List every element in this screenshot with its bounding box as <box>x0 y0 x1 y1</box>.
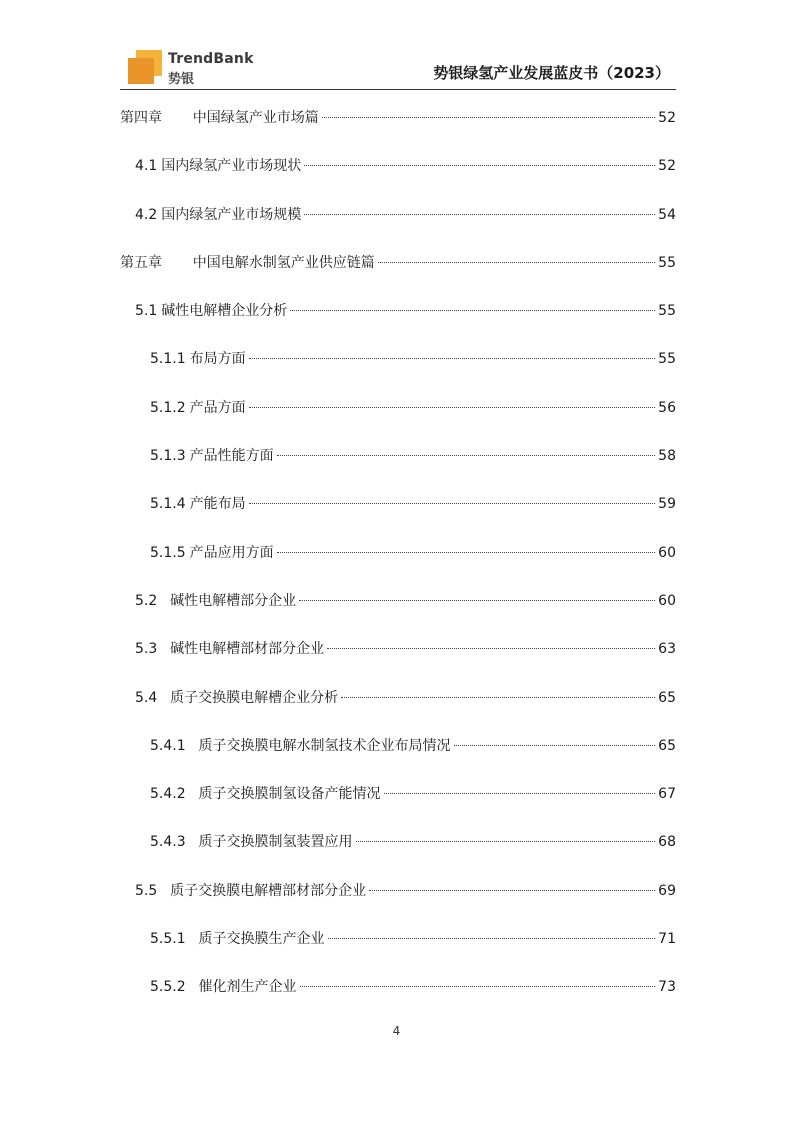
toc-entry-page: 69 <box>658 882 676 899</box>
toc-entry-title: 布局方面 <box>189 351 246 368</box>
toc-entry-title: 质子交换膜电解水制氢技术企业布局情况 <box>198 737 451 754</box>
toc-leader-dots <box>299 600 655 601</box>
toc-entry[interactable] <box>120 780 676 828</box>
toc-entry[interactable] <box>120 442 676 490</box>
toc-entry-page: 54 <box>658 206 676 223</box>
toc-leader-dots <box>369 890 655 891</box>
toc-entry-label <box>135 635 324 663</box>
toc-entry[interactable] <box>120 104 676 152</box>
toc-entry[interactable] <box>120 973 676 1021</box>
toc-leader-dots <box>384 793 656 794</box>
toc-entry-page: 55 <box>658 254 676 271</box>
toc-entry-number: 5.2 <box>135 592 158 609</box>
toc-leader-dots <box>249 503 656 504</box>
toc-entry-label <box>135 201 301 229</box>
toc-entry-title: 产品性能方面 <box>189 448 274 465</box>
toc-entry-label <box>135 297 287 325</box>
toc-leader-dots <box>356 841 656 842</box>
toc-entry-page: 71 <box>658 931 676 948</box>
toc-entry-title: 中国绿氢产业市场篇 <box>192 110 319 126</box>
toc-entry-label <box>135 684 338 712</box>
toc-entry-number: 5.1 <box>135 303 158 320</box>
toc-entry[interactable] <box>120 394 676 442</box>
toc-entry-label <box>150 539 274 567</box>
toc-entry[interactable] <box>120 201 676 249</box>
toc-leader-dots <box>304 214 655 215</box>
logo-text-cn: 势银 <box>168 72 195 87</box>
toc-entry-page: 52 <box>658 110 676 126</box>
toc-entry-page: 65 <box>658 737 676 754</box>
toc-entry-title: 质子交换膜制氢装置应用 <box>198 834 353 851</box>
toc-entry-label <box>150 925 325 953</box>
toc-entry-title: 产品应用方面 <box>189 544 274 561</box>
toc-entry[interactable] <box>120 925 676 973</box>
toc-leader-dots <box>378 262 655 263</box>
toc-entry-page: 67 <box>658 786 676 803</box>
toc-entry-number: 5.3 <box>135 641 158 658</box>
toc-entry-number: 5.1.5 <box>150 544 186 561</box>
toc-entry[interactable] <box>120 587 676 635</box>
toc-entry-label <box>120 249 375 277</box>
page-header <box>120 44 676 90</box>
toc-entry-number: 5.4.2 <box>150 786 186 803</box>
logo-text-en: TrendBank <box>168 51 254 67</box>
toc-leader-dots <box>341 697 655 698</box>
toc-entry-page: 65 <box>658 689 676 706</box>
toc-entry-number: 第五章 <box>120 254 162 271</box>
toc-leader-dots <box>328 938 656 939</box>
toc-entry-label <box>135 877 366 905</box>
toc-entry-label <box>150 442 274 470</box>
toc-entry-title: 中国电解水制氢产业供应链篇 <box>192 254 375 271</box>
toc-entry-page: 56 <box>658 399 676 416</box>
toc-leader-dots <box>304 165 655 166</box>
toc-entry-number: 5.1.1 <box>150 351 186 368</box>
toc-leader-dots <box>290 310 655 311</box>
toc-entry-label <box>150 973 297 1001</box>
toc-entry-title: 国内绿氢产业市场现状 <box>161 158 302 175</box>
toc-entry-label <box>150 732 451 760</box>
toc-entry-page: 63 <box>658 641 676 658</box>
page-number: 4 <box>392 1024 401 1038</box>
toc-entry-number: 5.4.3 <box>150 834 186 851</box>
toc-entry-page: 55 <box>658 303 676 320</box>
toc-entry-label <box>135 587 296 615</box>
toc-entry-label <box>150 490 246 518</box>
toc-entry-title: 质子交换膜电解槽企业分析 <box>170 689 339 706</box>
toc-leader-dots <box>300 986 656 987</box>
toc-entry-page: 60 <box>658 592 676 609</box>
toc-entry[interactable] <box>120 249 676 297</box>
toc-entry-label <box>150 828 353 856</box>
toc-leader-dots <box>327 648 655 649</box>
toc-entry-number: 5.4.1 <box>150 737 186 754</box>
toc-entry-page: 60 <box>658 544 676 561</box>
toc-entry-label <box>120 104 319 132</box>
trendbank-logo <box>128 50 258 86</box>
toc-entry-label <box>150 780 381 808</box>
toc-entry-page: 58 <box>658 448 676 465</box>
document-title: 势银绿氢产业发展蓝皮书（2023） <box>433 64 670 82</box>
toc-entry-page: 68 <box>658 834 676 851</box>
toc-entry[interactable] <box>120 345 676 393</box>
toc-entry-title: 催化剂生产企业 <box>198 979 297 996</box>
logo-mark-icon <box>128 50 162 84</box>
toc-entry-number: 5.1.2 <box>150 399 186 416</box>
toc-entry-number: 5.5.2 <box>150 979 186 996</box>
toc-entry[interactable] <box>120 635 676 683</box>
toc-leader-dots <box>454 745 656 746</box>
toc-entry-title: 国内绿氢产业市场规模 <box>161 206 302 223</box>
toc-entry[interactable] <box>120 684 676 732</box>
toc-entry[interactable] <box>120 828 676 876</box>
toc-entry-number: 5.5 <box>135 882 158 899</box>
toc-entry-title: 质子交换膜制氢设备产能情况 <box>198 786 381 803</box>
toc-entry-title: 碱性电解槽企业分析 <box>161 303 288 320</box>
toc-entry-label <box>150 394 246 422</box>
toc-entry-page: 73 <box>658 979 676 996</box>
toc-entry[interactable] <box>120 732 676 780</box>
toc-entry-number: 5.1.4 <box>150 496 186 513</box>
toc-entry-title: 产能布局 <box>189 496 246 513</box>
toc-entry-number: 4.2 <box>135 206 158 223</box>
toc-leader-dots <box>249 358 656 359</box>
toc-entry-page: 59 <box>658 496 676 513</box>
table-of-contents <box>120 104 676 1022</box>
toc-entry-page: 55 <box>658 351 676 368</box>
toc-entry-number: 5.1.3 <box>150 448 186 465</box>
toc-entry-number: 4.1 <box>135 158 158 175</box>
toc-entry-label <box>150 345 246 373</box>
toc-entry[interactable] <box>120 877 676 925</box>
toc-leader-dots <box>249 407 656 408</box>
toc-entry[interactable] <box>120 297 676 345</box>
toc-entry-title: 碱性电解槽部分企业 <box>170 592 297 609</box>
toc-entry-page: 52 <box>658 158 676 175</box>
toc-entry[interactable] <box>120 490 676 538</box>
toc-leader-dots <box>277 552 656 553</box>
toc-entry[interactable] <box>120 152 676 200</box>
toc-entry-number: 5.5.1 <box>150 931 186 948</box>
toc-entry-title: 碱性电解槽部材部分企业 <box>170 641 325 658</box>
toc-entry-title: 质子交换膜电解槽部材部分企业 <box>170 882 367 899</box>
toc-entry-label <box>135 152 301 180</box>
toc-leader-dots <box>277 455 656 456</box>
toc-entry-number: 5.4 <box>135 689 158 706</box>
toc-entry-title: 质子交换膜生产企业 <box>198 931 325 948</box>
toc-entry-title: 产品方面 <box>189 399 246 416</box>
toc-leader-dots <box>322 117 655 118</box>
toc-entry-number: 第四章 <box>120 110 162 126</box>
toc-entry[interactable] <box>120 539 676 587</box>
